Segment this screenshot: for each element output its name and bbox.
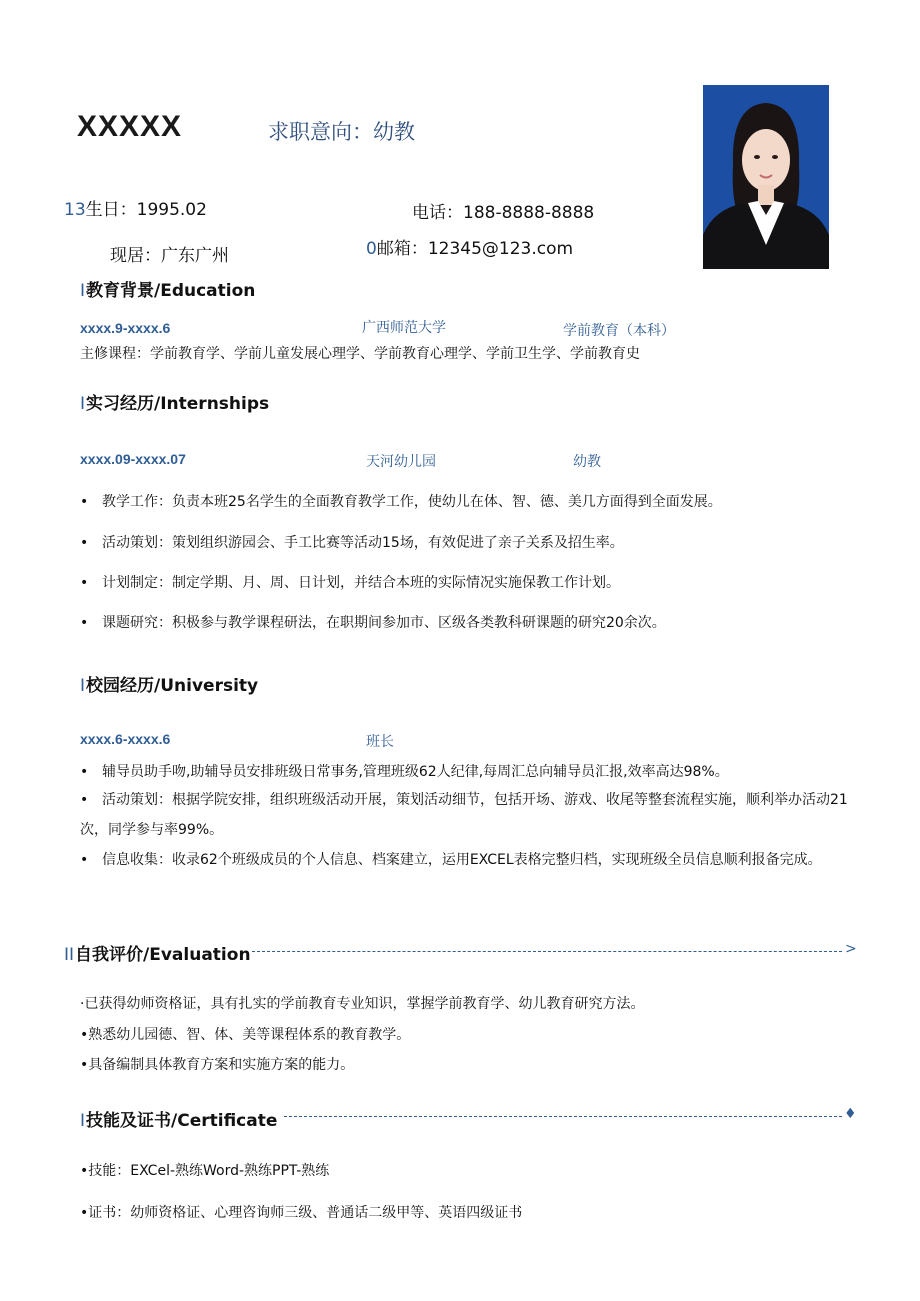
residence-info: 现居：广东广州: [110, 246, 229, 266]
section-bar-icon: I: [80, 1111, 86, 1131]
evaluation-item: •具备编制具体教育方案和实施方案的能力。: [80, 1057, 355, 1073]
candidate-name: XXXXX: [77, 110, 183, 143]
campus-role: 班长: [366, 734, 394, 750]
list-item: • 计划制定：制定学期、月、周、日计划，并结合本班的实际情况实施保教工作计划。: [80, 575, 620, 591]
certificate-section-title: [80, 1106, 277, 1131]
list-item: • 辅导员助手吻,助辅导员安排班级日常事务,管理班级62人纪律,每周汇总向辅导员汇报,效率高达98%。: [80, 764, 729, 780]
education-date: xxxx.9-xxxx.6: [80, 320, 171, 336]
section-bar-icon: I: [80, 676, 86, 696]
list-item-text: 活动策划：根据学院安排，组织班级活动开展，策划活动细节，包括开场、游戏、收尾等整套流程实施，顺利举办活动21次，同学参与率99%。: [80, 792, 848, 838]
section-divider: [284, 1116, 842, 1117]
email-prefix: 0: [366, 239, 377, 259]
email-text: 邮箱：12345@123.com: [376, 239, 574, 259]
campus-title-text: 校园经历/University: [86, 676, 259, 696]
list-item: • 信息收集：收录62个班级成员的个人信息、档案建立，运用EXCEL表格完整归档，实现班级全员信息顺利报备完成。: [80, 852, 822, 868]
evaluation-item: ·已获得幼师资格证，具有扎实的学前教育专业知识，掌握学前教育学、幼儿教育研究方法。: [80, 996, 645, 1012]
education-title-text: 教育背景/Education: [86, 281, 256, 301]
list-item: • 活动策划：根据学院安排，组织班级活动开展，策划活动细节，包括开场、游戏、收尾等整套流程实施，顺利举办活动21次，同学参与率99%。: [80, 792, 848, 838]
portrait-illustration: [703, 85, 829, 269]
list-item-text: 教学工作：负责本班25名学生的全面教育教学工作，使幼儿在体、智、德、美几方面得到全面发展。: [102, 494, 722, 510]
campus-section-title: [80, 671, 258, 696]
certificate-item: •证书：幼师资格证、心理咨询师三级、普通话二级甲等、英语四级证书: [80, 1205, 523, 1221]
section-divider: [252, 951, 842, 952]
internship-title-text: 实习经历/Internships: [86, 394, 270, 414]
list-item-text: 活动策划：策划组织游园会、手工比赛等活动15场，有效促进了亲子关系及招生率。: [102, 535, 624, 551]
education-courses: 主修课程：学前教育学、学前儿童发展心理学、学前教育心理学、学前卫生学、学前教育史: [80, 346, 640, 362]
list-item: • 教学工作：负责本班25名学生的全面教育教学工作，使幼儿在体、智、德、美几方面得到全面发展。: [80, 494, 722, 510]
internship-org: 天河幼儿园: [366, 454, 436, 470]
email-info: [366, 234, 573, 259]
section-bar-icon: II: [64, 945, 75, 965]
list-item-text: 计划制定：制定学期、月、周、日计划，并结合本班的实际情况实施保教工作计划。: [102, 575, 620, 591]
list-item: • 活动策划：策划组织游园会、手工比赛等活动15场，有效促进了亲子关系及招生率。: [80, 535, 624, 551]
job-objective: 求职意向：幼教: [268, 120, 415, 144]
certificate-title-text: 技能及证书/Certificate: [86, 1111, 278, 1131]
list-item: • 课题研究：积极参与教学课程研法，在职期间参加市、区级各类教科研课题的研究20余次。: [80, 615, 666, 631]
birth-text: 生日：1995.02: [85, 200, 207, 220]
birth-info: [64, 195, 207, 220]
evaluation-section-title: [64, 940, 251, 965]
campus-date: xxxx.6-xxxx.6: [80, 731, 171, 747]
internship-role: 幼教: [573, 454, 601, 470]
internship-date: xxxx.09-xxxx.07: [80, 451, 186, 467]
phone-info: 电话：188-8888-8888: [412, 203, 595, 223]
section-bar-icon: I: [80, 281, 86, 301]
birth-prefix: 13: [64, 200, 86, 220]
arrow-right-icon: >: [845, 941, 857, 957]
list-item-text: 辅导员助手吻,助辅导员安排班级日常事务,管理班级62人纪律,每周汇总向辅导员汇报,效率高达98%。: [102, 764, 729, 780]
education-section-title: [80, 276, 255, 301]
internship-section-title: [80, 389, 269, 414]
education-major: 学前教育（本科）: [563, 323, 675, 339]
section-bar-icon: I: [80, 394, 86, 414]
evaluation-title-text: 自我评价/Evaluation: [75, 945, 251, 965]
certificate-item: •技能：EXCel-熟练Word-熟练PPT-熟练: [80, 1163, 330, 1179]
list-item-text: 信息收集：收录62个班级成员的个人信息、档案建立，运用EXCEL表格完整归档，实现班级全员信息顺利报备完成。: [102, 852, 822, 868]
evaluation-item: •熟悉幼儿园德、智、体、美等课程体系的教育教学。: [80, 1027, 411, 1043]
diamond-icon: ♦: [844, 1106, 857, 1122]
list-item-text: 课题研究：积极参与教学课程研法，在职期间参加市、区级各类教科研课题的研究20余次。: [102, 615, 666, 631]
profile-photo: [703, 85, 829, 269]
education-school: 广西师范大学: [362, 320, 446, 336]
